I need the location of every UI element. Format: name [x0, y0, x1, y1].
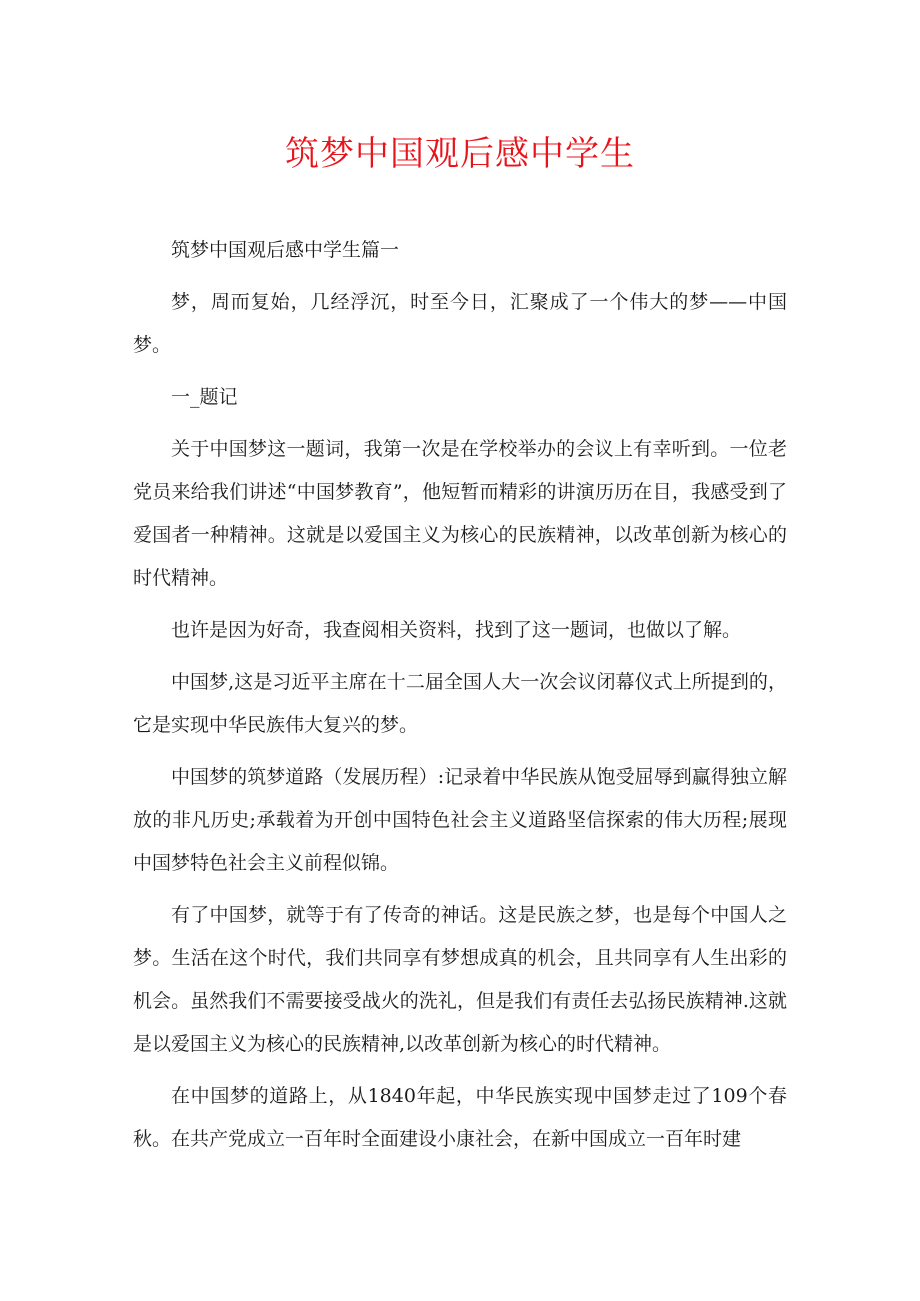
paragraph: 关于中国梦这一题词，我第一次是在学校举办的会议上有幸听到。一位老党员来给我们讲述“中国梦教育”，他短暂而精彩的讲演历历在目，我感受到了爱国者一种精神。这就是以爱国主义为核心的民族精神，以改革创新为核心的时代精神。 — [133, 438, 787, 589]
document-title: 筑梦中国观后感中学生 — [285, 134, 635, 174]
paragraph: 有了中国梦，就等于有了传奇的神话。这是民族之梦，也是每个中国人之梦。生活在这个时代，我们共同享有梦想成真的机会，且共同享有人生出彩的机会。虽然我们不需要接受战火的洗礼，但是我们有责任去弘扬民族精神.这就是以爱国主义为核心的民族精神,以改革创新为核心的时代精神。 — [133, 904, 787, 1055]
document-body — [133, 229, 787, 1170]
paragraph: 在中国梦的道路上，从1840年起，中华民族实现中国梦走过了109个春秋。在共产党成立一百年时全面建设小康社会，在新中国成立一百年时建 — [133, 1085, 787, 1150]
paragraph-section-heading: 筑梦中国观后感中学生篇一 — [171, 239, 400, 261]
paragraph: 梦，周而复始，几经浮沉，时至今日，汇聚成了一个伟大的梦——中国梦。 — [133, 291, 787, 356]
paragraph-epigraph-label: 一_题记 — [171, 386, 238, 408]
paragraph: 也许是因为好奇，我查阅相关资料，找到了这一题词，也做以了解。 — [171, 619, 742, 641]
paragraph: 中国梦,这是习近平主席在十二届全国人大一次会议闭幕仪式上所提到的，它是实现中华民族伟大复兴的梦。 — [133, 671, 787, 736]
paragraph: 中国梦的筑梦道路（发展历程）:记录着中华民族从饱受屈辱到赢得独立解放的非凡历史;承载着为开创中国特色社会主义道路坚信探索的伟大历程;展现中国梦特色社会主义前程似锦。 — [133, 766, 787, 874]
